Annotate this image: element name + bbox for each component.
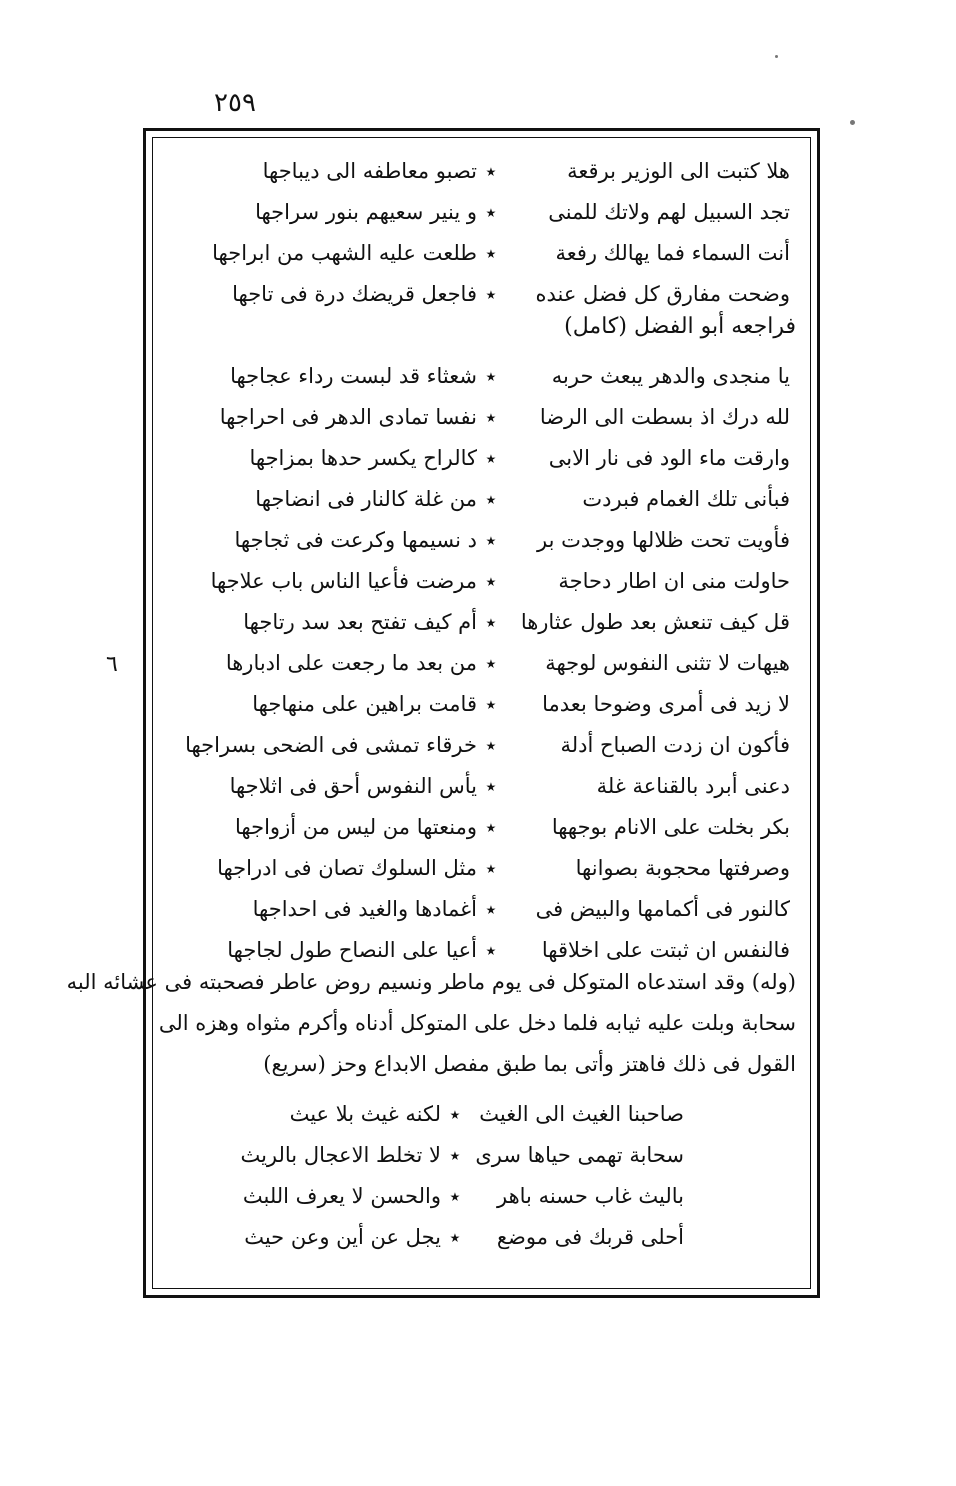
verse-separator-star-icon: ٭ bbox=[485, 937, 497, 962]
verse-separator-star-icon: ٭ bbox=[485, 158, 497, 183]
verse-line bbox=[160, 1175, 804, 1216]
verse-first-hemistich: وضحت مفارق كل فضل عنده bbox=[535, 281, 790, 306]
verse-separator-star-icon: ٭ bbox=[485, 568, 497, 593]
verse-separator-star-icon: ٭ bbox=[485, 486, 497, 511]
verse-second-hemistich: خرقاء تمشى فى الضحى بسراجها bbox=[185, 732, 477, 757]
verse-line bbox=[160, 847, 804, 888]
verse-second-hemistich: أم كيف تفتح بعد سد رتاجها bbox=[243, 609, 477, 634]
verse-first-hemistich: فالنفس ان ثبتت على اخلاقها bbox=[541, 937, 790, 962]
verse-second-hemistich: والحسن لا يعرف اللبث bbox=[242, 1183, 441, 1208]
verse-first-hemistich: هيهات لا تثنى النفوس لوجهة bbox=[545, 650, 790, 675]
verse-first-hemistich: أنت السماء فما يهالك رفعة bbox=[555, 240, 790, 265]
prose-line: (وله) وقد استدعاه المتوكل فى يوم ماطر ونسيم روض عاطر فصحبته فى عشائه البه bbox=[66, 970, 796, 994]
verse-separator-star-icon: ٭ bbox=[485, 404, 497, 429]
verse-first-hemistich: أحلى قربك فى موضع bbox=[496, 1224, 684, 1249]
verse-first-hemistich: قل كيف تنعش بعد طول عثارها bbox=[520, 609, 790, 634]
verse-first-hemistich: يا منجدى والدهر يبعث حربه bbox=[551, 363, 790, 388]
verse-line bbox=[160, 478, 804, 519]
verse-second-hemistich: كالراح يكسر حدها بمزاجها bbox=[249, 445, 477, 470]
verse-line bbox=[160, 437, 804, 478]
verse-first-hemistich: باليث غاب حسنه باهر bbox=[497, 1183, 684, 1208]
speck bbox=[850, 120, 855, 125]
verse-line bbox=[160, 1093, 804, 1134]
page-number: ٢٥٩ bbox=[214, 88, 256, 118]
verse-separator-star-icon: ٭ bbox=[485, 855, 497, 880]
verse-first-hemistich: فأويت تحت ظلالها ووجدت بر bbox=[537, 527, 790, 552]
verse-second-hemistich: يأس النفوس أحق فى اثلاجها bbox=[229, 773, 477, 798]
verse-separator-star-icon: ٭ bbox=[485, 814, 497, 839]
verse-separator-star-icon: ٭ bbox=[485, 240, 497, 265]
verse-second-hemistich: شعثاء قد لبست رداء عجاجها bbox=[230, 363, 477, 388]
verse-first-hemistich: وصرفتها محجوبة بصوانها bbox=[575, 855, 790, 880]
verse-first-hemistich: سحابة تهمى حياها سرى bbox=[475, 1142, 684, 1167]
verse-first-hemistich: كالنور فى أكمامها والبيض فى bbox=[535, 896, 790, 921]
verse-line bbox=[160, 765, 804, 806]
verse-first-hemistich: لا زيد فى أمرى وضوحا بعدما bbox=[542, 691, 790, 716]
prose-line: القول فى ذلك فاهتز وأتى بما طبق مفصل الابداع وحز (سريع) bbox=[263, 1052, 796, 1076]
verse-second-hemistich: من غلة كالنار فى انضاجها bbox=[255, 486, 477, 511]
verse-second-hemistich: أغمادها والغيد فى احداجها bbox=[252, 896, 477, 921]
verse-first-hemistich: وارقت ماء الود فى نار الابى bbox=[548, 445, 790, 470]
verse-first-hemistich: تجد السبيل لهم ولاتك للمنى bbox=[548, 199, 790, 224]
verse-second-hemistich: و ينير سعيهم بنور سراجها bbox=[255, 199, 477, 224]
speck bbox=[775, 55, 778, 58]
verse-second-hemistich: لكنه غيث بلا عيث bbox=[289, 1101, 441, 1126]
section-heading: فراجعه أبو الفضل (كامل) bbox=[564, 314, 796, 339]
verse-separator-star-icon: ٭ bbox=[449, 1142, 461, 1167]
verse-separator-star-icon: ٭ bbox=[485, 650, 497, 675]
poem-text bbox=[66, 150, 804, 1257]
verse-first-hemistich: لله درك اذ بسطت الى الرضا bbox=[539, 404, 790, 429]
verse-line bbox=[160, 929, 804, 970]
verse-line bbox=[160, 1216, 804, 1257]
verse-first-hemistich: فبأنى تلك الغمام فبردت bbox=[582, 486, 790, 511]
verse-line bbox=[160, 355, 804, 396]
verse-line bbox=[160, 273, 804, 314]
verse-line bbox=[160, 560, 804, 601]
verse-second-hemistich: أعيا على النصاح طول لجاجها bbox=[227, 937, 477, 962]
verse-second-hemistich: فاجعل قريضك درة فى تاجها bbox=[232, 281, 477, 306]
verse-line bbox=[160, 150, 804, 191]
verse-first-hemistich: هلا كتبت الى الوزير برقعة bbox=[567, 158, 790, 183]
verse-second-hemistich: د نسيمها وكرعت فى ثجاجها bbox=[234, 527, 477, 552]
verse-separator-star-icon: ٭ bbox=[485, 281, 497, 306]
prose-line: سحابة وبلت عليه ثيابه فلما دخل على المتوكل أدناه وأكرم مثواه وهزه الى bbox=[158, 1011, 796, 1035]
verse-line bbox=[160, 1134, 804, 1175]
verse-first-hemistich: صاحبنا الغيث الى الغيث bbox=[479, 1101, 684, 1126]
verse-first-hemistich: حاولت منى ان اطار دحاجة bbox=[558, 568, 790, 593]
verse-separator-star-icon: ٭ bbox=[449, 1101, 461, 1126]
verse-second-hemistich: يجل عن أين وعن حيث bbox=[244, 1224, 441, 1249]
verse-second-hemistich: تصبو معاطفه الى ديباجها bbox=[262, 158, 477, 183]
verse-separator-star-icon: ٭ bbox=[485, 773, 497, 798]
verse-first-hemistich: دعنى أبرد بالقناعة غلة bbox=[596, 773, 790, 798]
verse-first-hemistich: بكر بخلت على الانام بوجهها bbox=[551, 814, 790, 839]
verse-separator-star-icon: ٭ bbox=[485, 691, 497, 716]
verse-second-hemistich: نفسا تمادى الدهر فى احراجها bbox=[219, 404, 477, 429]
verse-separator-star-icon: ٭ bbox=[485, 609, 497, 634]
verse-line bbox=[160, 888, 804, 929]
verse-separator-star-icon: ٭ bbox=[449, 1183, 461, 1208]
verse-line bbox=[160, 724, 804, 765]
verse-second-hemistich: مرضت فأعيا الناس باب علاجها bbox=[210, 568, 477, 593]
margin-mark: ٦ bbox=[106, 652, 118, 677]
verse-separator-star-icon: ٭ bbox=[485, 732, 497, 757]
verse-second-hemistich: لا تخلط الاعجال بالريث bbox=[240, 1142, 441, 1167]
verse-second-hemistich: طلعت عليه الشهب من ابراجها bbox=[212, 240, 477, 265]
verse-separator-star-icon: ٭ bbox=[485, 896, 497, 921]
verse-line bbox=[160, 642, 804, 683]
verse-separator-star-icon: ٭ bbox=[485, 527, 497, 552]
verse-separator-star-icon: ٭ bbox=[449, 1224, 461, 1249]
verse-line bbox=[160, 396, 804, 437]
verse-separator-star-icon: ٭ bbox=[485, 199, 497, 224]
verse-second-hemistich: قامت براهين على منهاجها bbox=[252, 691, 477, 716]
verse-line bbox=[160, 191, 804, 232]
verse-second-hemistich: ومنعتها من ليس من أزواجها bbox=[235, 814, 477, 839]
verse-line bbox=[160, 519, 804, 560]
verse-second-hemistich: مثل السلوك تصان فى ادراجها bbox=[217, 855, 477, 880]
verse-line bbox=[160, 683, 804, 724]
verse-line bbox=[160, 232, 804, 273]
verse-line bbox=[160, 601, 804, 642]
verse-second-hemistich: من بعد ما رجعت على ادبارها bbox=[225, 650, 477, 675]
verse-separator-star-icon: ٭ bbox=[485, 363, 497, 388]
verse-separator-star-icon: ٭ bbox=[485, 445, 497, 470]
verse-line bbox=[160, 806, 804, 847]
verse-first-hemistich: فأكون ان زدت الصباح أدلة bbox=[560, 732, 790, 757]
